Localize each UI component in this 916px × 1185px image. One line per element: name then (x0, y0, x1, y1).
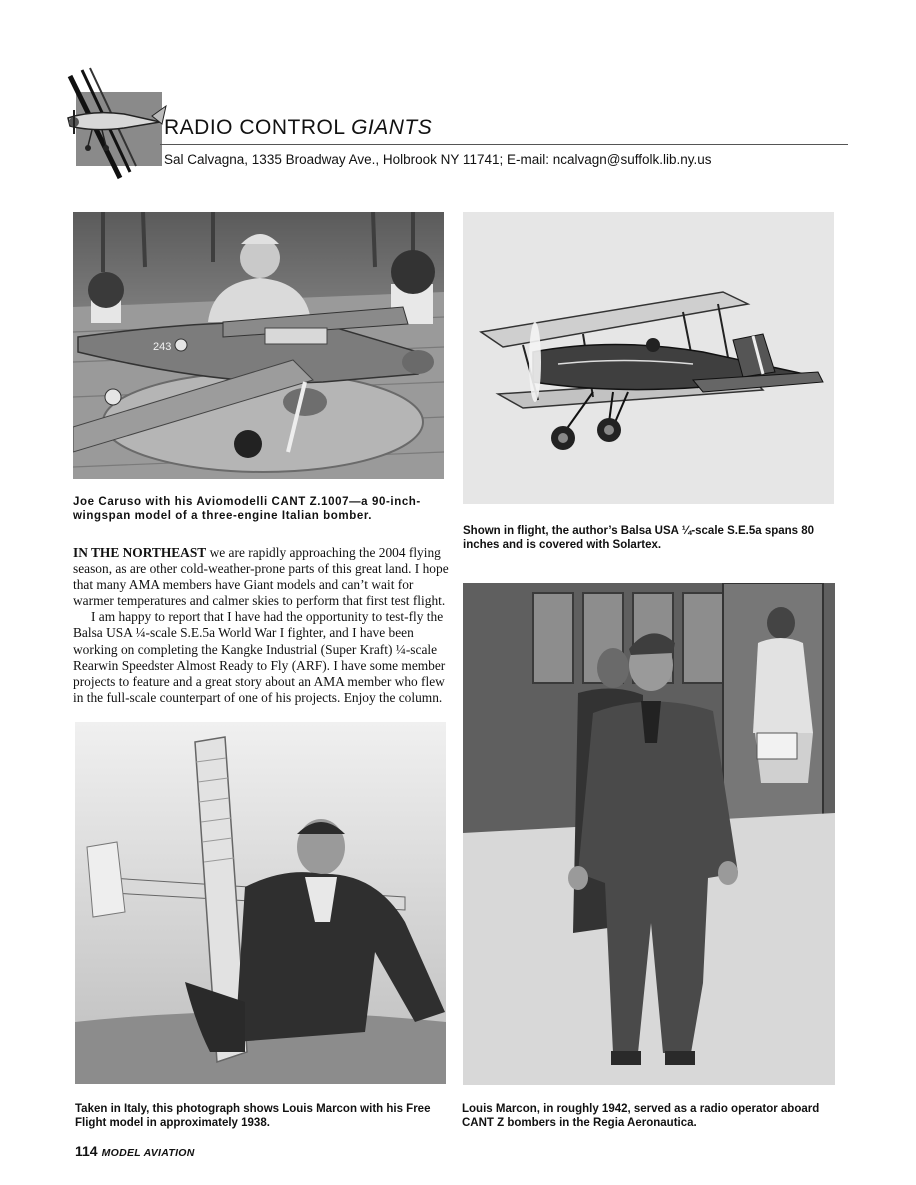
photo-cant-z1007-model (73, 212, 444, 479)
body-paragraph-2: I am happy to report that I have had the opportunity to test-fly the Balsa USA ¼-scale S.E.5a World War I fighter, and I have been working on completing the Kangke Industrial (Super Kraft) ¼-scale Rearwin Speedster Almost Ready to Fly (ARF). I have some member projects to feature and a great story about an AMA member who flew in the full-scale counterpart of one of his projects. Enjoy the column. (73, 609, 446, 705)
paragraph-1-text: we are rapidly approaching the 2004 flying season, as are other cold-weather-prone parts of this great land. I hope that many AMA members have Giant models and can’t wait for warmer temperatures and calmer skies to perform that first test flight. (73, 545, 449, 609)
photo-se5a-in-flight (463, 212, 834, 504)
photo-louis-marcon-free-flight (75, 722, 446, 1084)
page-number: 114 (75, 1143, 98, 1159)
svg-text:243: 243 (153, 341, 172, 353)
column-logo (62, 66, 172, 180)
photo-louis-marcon-uniform (463, 583, 835, 1085)
magazine-name: MODEL AVIATION (101, 1147, 195, 1159)
photo3-caption: Taken in Italy, this photograph shows Louis Marcon with his Free Flight model in approximately 1938. (75, 1103, 431, 1129)
author-contact-line: Sal Calvagna, 1335 Broadway Ave., Holbrook NY 11741; E-mail: ncalvagn@suffolk.lib.ny.us (164, 152, 712, 167)
biplane-logo-icon (62, 66, 172, 180)
header-divider (160, 144, 848, 145)
photo2-caption: Shown in flight, the author’s Balsa USA ¼-scale S.E.5a spans 80 inches and is covered with Solartex. (463, 525, 815, 551)
photo1-caption: Joe Caruso with his Aviomodelli CANT Z.1007—a 90-inch-wingspan model of a three-engine Italian bomber. (73, 496, 421, 522)
column-title (164, 116, 432, 140)
column-title-main: RADIO CONTROL (164, 116, 352, 139)
lead-in: IN THE NORTHEAST (73, 545, 207, 560)
page-folio (75, 1143, 195, 1161)
article-body (73, 545, 453, 706)
column-title-italic: GIANTS (351, 116, 433, 139)
body-paragraph-1 (73, 545, 453, 609)
photo4-caption: Louis Marcon, in roughly 1942, served as a radio operator aboard CANT Z bombers in the Regia Aeronautica. (462, 1103, 820, 1129)
